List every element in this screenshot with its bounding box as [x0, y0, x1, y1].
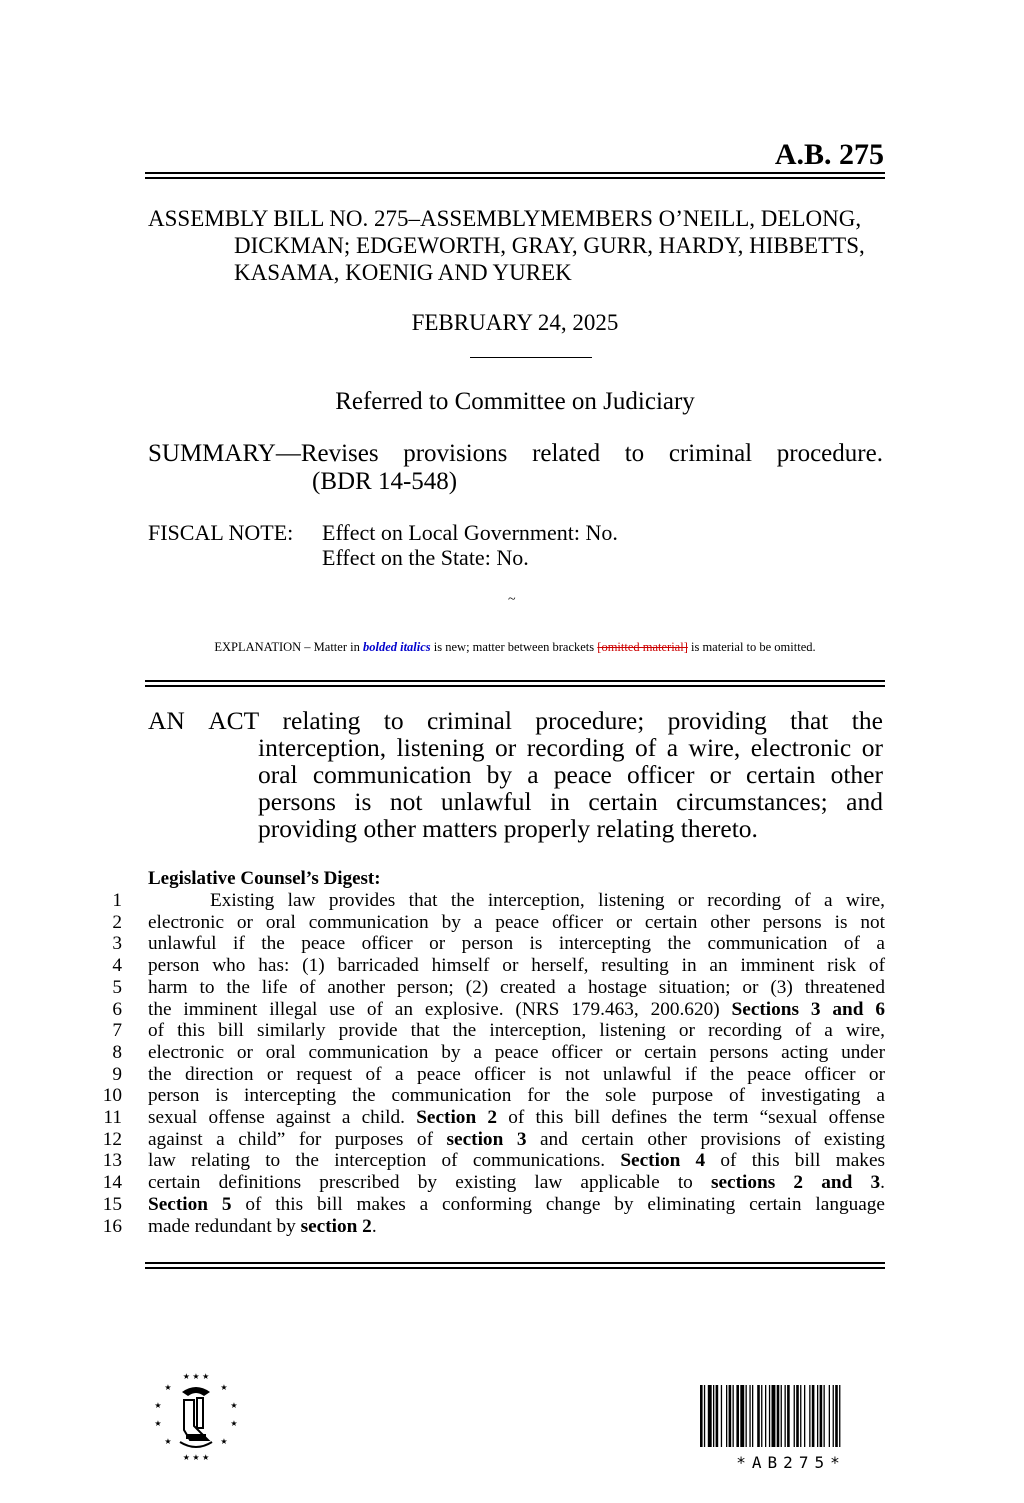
sponsor-line-1: ASSEMBLY BILL NO. 275–ASSEMBLYMEMBERS O’NEILL, DELONG,	[148, 206, 862, 231]
bill-date: FEBRUARY 24, 2025	[411, 310, 619, 335]
svg-text:★: ★	[164, 1383, 172, 1392]
digest-text: made redundant by	[148, 1215, 301, 1237]
digest-line-text	[148, 1107, 885, 1129]
line-number: 6	[112, 998, 122, 1020]
digest-bold-text: Sections 3 and 6	[731, 998, 885, 1020]
barcode-bar	[769, 1385, 770, 1447]
explanation-middle: is new; matter between brackets	[430, 640, 598, 654]
fiscal-label: FISCAL NOTE:	[148, 520, 294, 545]
digest-text: person is intercepting the communication for the sole purpose of investigating a	[148, 1085, 885, 1107]
digest-bold-text: sections 2 and 3	[711, 1172, 881, 1194]
digest-line	[90, 1172, 885, 1194]
barcode-bar	[757, 1385, 760, 1447]
barcode-bar	[800, 1385, 801, 1447]
digest-line	[90, 890, 885, 912]
barcode-bar	[809, 1385, 810, 1447]
digest-text: of this bill makes a conforming change by eliminating certain language	[231, 1193, 885, 1215]
svg-text:★: ★	[220, 1383, 228, 1392]
barcode-bar	[817, 1385, 818, 1447]
summary-word: related	[532, 440, 601, 467]
digest-text: harm to the life of another person; (2) created a hostage situation; or (3) threatened	[148, 976, 885, 998]
committee-referral: Referred to Committee on Judiciary	[335, 388, 695, 415]
tilde-separator: ~	[508, 592, 516, 607]
summary	[148, 440, 883, 496]
barcode-bar	[729, 1385, 732, 1447]
svg-text:★: ★	[230, 1419, 238, 1428]
svg-text:★ ★ ★: ★ ★ ★	[182, 1453, 210, 1462]
svg-text:★: ★	[230, 1401, 238, 1410]
digest-bold-text: section 2	[300, 1215, 372, 1237]
summary-word: procedure.	[776, 440, 883, 467]
svg-text:★: ★	[154, 1419, 162, 1428]
digest-line	[90, 933, 885, 955]
header-rule	[145, 172, 885, 179]
line-number: 11	[103, 1107, 122, 1129]
line-number: 3	[112, 933, 122, 955]
act-title	[148, 707, 883, 842]
summary-bdr: (BDR 14-548)	[312, 468, 458, 495]
line-number: 14	[102, 1172, 122, 1194]
digest-text: electronic or oral communication by a peace officer or certain persons acting under	[148, 1041, 885, 1063]
digest-text: the direction or request of a peace officer is not unlawful if the peace officer or	[148, 1063, 885, 1085]
fiscal-local: Effect on Local Government: No.	[322, 520, 618, 545]
digest-text: Existing law provides that the interception, listening or recording of a wire,	[210, 890, 885, 911]
explanation-rule	[145, 680, 885, 687]
act-word: to	[383, 706, 404, 735]
barcode-bar	[772, 1385, 776, 1447]
digest-text: of this bill makes	[705, 1150, 886, 1172]
digest-line-text	[148, 933, 885, 955]
barcode-bar	[833, 1385, 834, 1447]
line-number: 5	[112, 976, 122, 998]
bill-number: A.B. 275	[774, 138, 884, 171]
digest-line	[90, 1020, 885, 1042]
line-number: 16	[102, 1215, 122, 1237]
state-seal-icon	[150, 1370, 242, 1462]
barcode-bar	[781, 1385, 782, 1447]
digest-line-text	[148, 1150, 885, 1172]
digest-text: electronic or oral communication by a peace officer or certain other persons is not	[148, 911, 885, 933]
barcode-bar	[839, 1385, 840, 1447]
digest-line-text	[148, 999, 885, 1021]
digest-line	[90, 1216, 885, 1238]
digest-line	[90, 1129, 885, 1151]
act-word: criminal	[426, 706, 512, 735]
digest-line-text	[148, 1042, 885, 1064]
act-word: the	[851, 706, 883, 735]
digest-bold-text: section 3	[446, 1128, 527, 1150]
digest-line-text	[148, 1194, 885, 1216]
date-rule	[470, 357, 592, 358]
barcode-bar	[765, 1385, 766, 1447]
digest-line-text	[148, 1085, 885, 1107]
digest-line-text	[148, 912, 885, 934]
barcode-bar	[740, 1385, 744, 1447]
fiscal-state: Effect on the State: No.	[322, 545, 529, 570]
explanation-new: bolded italics	[362, 640, 431, 654]
sponsor-block	[148, 205, 888, 286]
summary-word: to	[624, 440, 645, 467]
explanation	[145, 640, 885, 655]
barcode-bar	[752, 1385, 753, 1447]
summary-word: criminal	[668, 440, 753, 467]
barcode-bar	[704, 1385, 705, 1447]
digest-bold-text: Section 4	[620, 1150, 706, 1172]
act-word: ACT	[208, 706, 260, 735]
line-number: 2	[112, 911, 122, 933]
barcode-bar	[829, 1385, 830, 1447]
barcode-bar	[804, 1385, 805, 1447]
act-word: relating	[282, 706, 361, 735]
barcode-bar	[824, 1385, 825, 1447]
digest-line-text	[148, 1020, 885, 1042]
explanation-prefix: EXPLANATION – Matter in	[214, 640, 363, 654]
digest-bold-text: Section 5	[148, 1193, 232, 1215]
barcode-bar	[794, 1385, 795, 1447]
act-line-5: providing other matters properly relating thereto.	[258, 814, 758, 843]
digest-text: sexual offense against a child.	[148, 1107, 417, 1129]
barcode-bar	[796, 1385, 799, 1447]
barcode-bar	[785, 1385, 786, 1447]
digest-line	[90, 977, 885, 999]
digest-text: of this bill similarly provide that the interception, listening or recording of a wire,	[148, 1020, 885, 1042]
digest-line	[90, 912, 885, 934]
explanation-suffix: is material to be omitted.	[687, 640, 816, 654]
footer-rule	[145, 1262, 885, 1269]
digest-line	[90, 1042, 885, 1064]
barcode-bar	[726, 1385, 727, 1447]
fiscal-note	[148, 520, 618, 570]
barcode-icon	[700, 1385, 882, 1447]
line-number: 4	[112, 955, 122, 977]
act-word: that	[790, 706, 829, 735]
digest-text: and certain other provisions of existing	[526, 1128, 885, 1150]
digest-text: against a child” for purposes of	[148, 1128, 447, 1150]
barcode-bar	[820, 1385, 823, 1447]
digest-text: certain definitions prescribed by existing law applicable to	[148, 1172, 711, 1194]
barcode-bar	[716, 1385, 719, 1447]
svg-text:★: ★	[164, 1437, 172, 1446]
barcode-bar	[761, 1385, 762, 1447]
digest-line-text	[148, 1064, 885, 1086]
line-number: 12	[102, 1128, 122, 1150]
sponsor-line-2: DICKMAN; EDGEWORTH, GRAY, GURR, HARDY, HIBBETTS,	[234, 233, 865, 258]
digest-line-text	[148, 977, 885, 999]
line-number: 13	[102, 1150, 122, 1172]
digest-body	[90, 890, 885, 1237]
act-word: AN	[148, 706, 185, 735]
digest-line-text	[148, 1216, 885, 1238]
svg-text:★: ★	[154, 1401, 162, 1410]
digest-line-text	[148, 890, 885, 912]
barcode-bar	[749, 1385, 750, 1447]
digest-text: .	[880, 1172, 885, 1194]
digest-line	[90, 999, 885, 1021]
summary-label: SUMMARY—Revises	[148, 440, 379, 467]
barcode-bar	[812, 1385, 815, 1447]
explanation-omit: [omitted material]	[597, 640, 688, 654]
digest-text: person who has: (1) barricaded himself or herself, resulting in an imminent risk of	[148, 955, 885, 977]
digest-line-text	[148, 1129, 885, 1151]
svg-text:★: ★	[220, 1437, 228, 1446]
act-word: providing	[667, 706, 767, 735]
digest-text: the imminent illegal use of an explosive. (NRS 179.463, 200.620)	[148, 998, 732, 1020]
barcode-bar	[746, 1385, 747, 1447]
barcode-bar	[777, 1385, 780, 1447]
digest-text: law relating to the interception of communications.	[148, 1150, 621, 1172]
digest-title: Legislative Counsel’s Digest:	[148, 868, 381, 889]
act-line-4: persons is not unlawful in certain circumstances; and	[258, 787, 883, 816]
digest-line-text	[148, 1172, 885, 1194]
act-word: procedure;	[535, 706, 645, 735]
digest-line	[90, 955, 885, 977]
digest-line-text	[148, 955, 885, 977]
digest-text: .	[371, 1215, 377, 1237]
barcode-bar	[733, 1385, 734, 1447]
svg-text:★ ★ ★: ★ ★ ★	[182, 1372, 210, 1381]
line-number: 10	[102, 1085, 122, 1107]
digest-text: unlawful if the peace officer or person is intercepting the communication of a	[148, 933, 885, 955]
digest-line	[90, 1085, 885, 1107]
barcode-text: *AB275*	[736, 1453, 846, 1472]
barcode-bar	[713, 1385, 714, 1447]
barcode-bar	[700, 1385, 703, 1447]
digest-text: of this bill defines the term “sexual offense	[497, 1107, 885, 1129]
barcode-bar	[787, 1385, 790, 1447]
digest-line	[90, 1150, 885, 1172]
line-number: 15	[102, 1193, 122, 1215]
summary-word: provisions	[403, 440, 508, 467]
digest-line	[90, 1064, 885, 1086]
barcode-bar	[835, 1385, 838, 1447]
act-line-3: oral communication by a peace officer or certain other	[258, 760, 883, 789]
line-number: 7	[112, 1020, 122, 1042]
line-number: 9	[112, 1063, 122, 1085]
digest-bold-text: Section 2	[416, 1107, 498, 1129]
digest-line	[90, 1107, 885, 1129]
sponsor-line-3: KASAMA, KOENIG AND YUREK	[234, 260, 572, 285]
barcode-bar	[708, 1385, 712, 1447]
barcode-bar	[736, 1385, 739, 1447]
barcode-bar	[721, 1385, 722, 1447]
act-line-2: interception, listening or recording of a wire, electronic or	[258, 733, 883, 762]
digest-line	[90, 1194, 885, 1216]
line-number: 8	[112, 1041, 122, 1063]
line-number: 1	[112, 890, 122, 911]
